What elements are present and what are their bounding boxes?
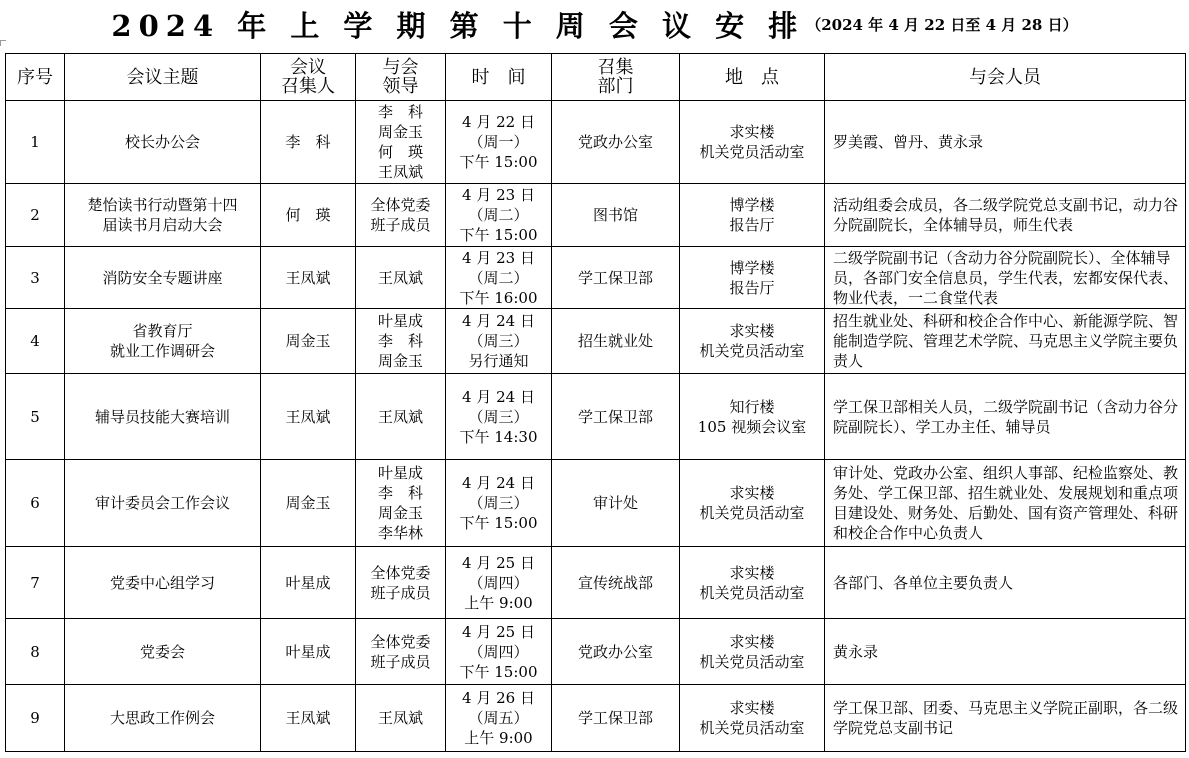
cell-line: （周二） [468, 206, 529, 224]
cell-line: 审计委员会工作会议 [94, 494, 230, 512]
cell-attendees: 招生就业处、科研和校企合作中心、新能源学院、智能制造学院、管理艺术学院、马克思主义学院主要负责人 [825, 309, 1186, 374]
cell-line: 求实楼 [729, 632, 775, 651]
cell-line: 何 瑛 [377, 143, 423, 161]
cell-leaders [356, 101, 446, 184]
cell-line: 知行楼 [729, 397, 775, 416]
cell-dept: 宣传统战部 [552, 547, 680, 619]
cell-time [446, 685, 552, 752]
cell-line: 求实楼 [729, 699, 775, 717]
cell-leaders [356, 374, 446, 460]
cell-leaders [356, 460, 446, 547]
cell-line: 求实楼 [729, 322, 775, 340]
cell-line: 班子成员 [370, 583, 431, 602]
cell-leaders [356, 184, 446, 247]
cell-line: 机关党员活动室 [699, 652, 805, 671]
cell-time [446, 101, 552, 184]
cell-topic [65, 184, 261, 247]
cell-line: 时 间 [471, 66, 526, 88]
cell-line: 报告厅 [729, 278, 775, 297]
cell-dept: 学工保卫部 [552, 374, 680, 460]
cell-line: 4 月 22 日 [462, 113, 535, 131]
cell-attendees: 学工保卫部、团委、马克思主义学院正副职，各二级学院党总支副书记 [825, 685, 1186, 752]
cell-leaders [356, 547, 446, 619]
cell-topic [65, 619, 261, 685]
cell-line: 下午 15:00 [459, 153, 538, 171]
cell-line: 班子成员 [370, 652, 431, 671]
cell-line: 4 月 25 日 [462, 622, 535, 641]
cell-topic [65, 547, 261, 619]
cell-line: 全体党委 [370, 563, 431, 582]
cell-line: 周金玉 [377, 352, 423, 370]
cell-line: 下午 15:00 [459, 226, 538, 244]
cell-line: 博学楼 [729, 258, 775, 277]
cell-line: 下午 15:00 [459, 514, 538, 532]
cell-line: 机关党员活动室 [699, 504, 805, 522]
table-row [6, 619, 1186, 685]
cell-no: 1 [6, 101, 65, 184]
cell-line: 会议主题 [126, 66, 199, 88]
cell-line: 4 月 26 日 [462, 689, 535, 707]
cell-leaders [356, 309, 446, 374]
cell-convener: 王凤斌 [261, 685, 356, 752]
cell-time [446, 460, 552, 547]
header-topic [65, 54, 261, 101]
table-row [6, 101, 1186, 184]
cell-line: 上午 9:00 [464, 729, 533, 747]
header-leaders [356, 54, 446, 101]
cell-topic [65, 460, 261, 547]
cell-line: 机关党员活动室 [699, 583, 805, 602]
cell-line: 周金玉 [377, 504, 423, 522]
cell-line: 王凤斌 [377, 709, 423, 727]
cell-line: 叶星成 [377, 312, 423, 330]
cell-line: 党委中心组学习 [109, 573, 215, 592]
corner-mark [0, 40, 6, 46]
cell-line: 求实楼 [729, 563, 775, 582]
cell-convener: 叶星成 [261, 547, 356, 619]
cell-dept: 学工保卫部 [552, 685, 680, 752]
cell-line: 4 月 24 日 [462, 312, 535, 330]
cell-line: 班子成员 [370, 216, 431, 234]
table-row [6, 184, 1186, 247]
cell-attendees: 审计处、党政办公室、组织人事部、纪检监察处、教务处、学工保卫部、招生就业处、发展规划和重点项目建设处、财务处、后勤处、国有资产管理处、科研和校企合作中心负责人 [825, 460, 1186, 547]
cell-line: 博学楼 [729, 196, 775, 214]
cell-line: 序号 [17, 66, 53, 88]
cell-attendees: 黄永录 [825, 619, 1186, 685]
cell-no: 7 [6, 547, 65, 619]
cell-line: （周三） [468, 494, 529, 512]
cell-line: 上午 9:00 [464, 593, 533, 612]
cell-time [446, 247, 552, 309]
cell-dept: 党政办公室 [552, 619, 680, 685]
cell-line: 省教育厅 [132, 322, 193, 340]
cell-line: 与会 [382, 57, 419, 78]
cell-place [680, 247, 825, 309]
cell-line: 机关党员活动室 [699, 143, 805, 161]
cell-line: 届读书月启动大会 [102, 216, 223, 234]
cell-line: 李 科 [377, 103, 423, 121]
cell-convener: 何 瑛 [261, 184, 356, 247]
cell-convener: 李 科 [261, 101, 356, 184]
cell-line: （周五） [468, 709, 529, 727]
cell-no: 9 [6, 685, 65, 752]
meeting-schedule-table [5, 53, 1186, 752]
cell-leaders [356, 685, 446, 752]
page-title-bar [0, 4, 1189, 48]
header-time [446, 54, 552, 101]
cell-line: 4 月 25 日 [462, 553, 535, 572]
cell-convener: 王凤斌 [261, 374, 356, 460]
cell-leaders [356, 247, 446, 309]
page-subtitle: （2024 年 4 月 22 日至 4 月 28 日） [806, 16, 1078, 34]
cell-no: 3 [6, 247, 65, 309]
cell-place [680, 685, 825, 752]
table-row [6, 374, 1186, 460]
cell-line: 叶星成 [377, 464, 423, 482]
cell-line: 机关党员活动室 [699, 342, 805, 360]
cell-line: 求实楼 [729, 484, 775, 502]
cell-dept: 招生就业处 [552, 309, 680, 374]
cell-time [446, 619, 552, 685]
cell-line: 机关党员活动室 [699, 719, 805, 737]
cell-line: 4 月 23 日 [462, 248, 535, 267]
cell-line: 辅导员技能大赛培训 [94, 407, 230, 426]
cell-time [446, 184, 552, 247]
header-dept [552, 54, 680, 101]
cell-line: （周四） [468, 642, 529, 661]
cell-line: 全体党委 [370, 196, 431, 214]
table-body [6, 101, 1186, 752]
cell-no: 6 [6, 460, 65, 547]
cell-line: 全体党委 [370, 632, 431, 651]
cell-topic [65, 374, 261, 460]
cell-line: 党委会 [139, 642, 185, 661]
cell-topic [65, 685, 261, 752]
header-no [6, 54, 65, 101]
cell-line: 报告厅 [729, 216, 775, 234]
cell-no: 4 [6, 309, 65, 374]
cell-line: 召集 [597, 57, 634, 78]
cell-time [446, 374, 552, 460]
cell-attendees: 罗美霞、曾丹、黄永录 [825, 101, 1186, 184]
cell-line: 地 点 [725, 66, 779, 88]
cell-line: 楚怡读书行动暨第十四 [87, 196, 238, 214]
header-row [6, 54, 1186, 101]
cell-line: （周二） [468, 268, 529, 287]
cell-convener: 王凤斌 [261, 247, 356, 309]
cell-line: 召集人 [281, 76, 335, 97]
cell-line: 领导 [382, 76, 419, 97]
cell-topic [65, 309, 261, 374]
cell-place [680, 619, 825, 685]
cell-line: （周四） [468, 573, 529, 592]
page-title: 2024 年 上 学 期 第 十 周 会 议 安 排 [111, 9, 805, 43]
cell-no: 2 [6, 184, 65, 247]
cell-no: 5 [6, 374, 65, 460]
cell-convener: 周金玉 [261, 309, 356, 374]
cell-attendees: 二级学院副书记（含动力谷分院副院长）、全体辅导员，各部门安全信息员，学生代表，宏都安保代表、物业代表，一二食堂代表 [825, 247, 1186, 309]
cell-line: 与会人员 [969, 66, 1041, 88]
header-place [680, 54, 825, 101]
cell-line: 4 月 24 日 [462, 387, 535, 406]
cell-place [680, 101, 825, 184]
cell-line: 校长办公会 [124, 133, 200, 151]
cell-no: 8 [6, 619, 65, 685]
cell-line: （周三） [468, 332, 529, 350]
cell-line: 李 科 [377, 484, 423, 502]
table-row [6, 460, 1186, 547]
cell-line: 王凤斌 [377, 407, 423, 426]
cell-line: 下午 16:00 [459, 288, 538, 307]
cell-line: 王凤斌 [377, 268, 423, 287]
cell-attendees: 活动组委会成员，各二级学院党总支副书记，动力谷分院副院长，全体辅导员，师生代表 [825, 184, 1186, 247]
cell-line: 周金玉 [377, 123, 423, 141]
cell-line: 大思政工作例会 [109, 709, 215, 727]
cell-convener: 叶星成 [261, 619, 356, 685]
cell-line: （周一） [468, 133, 529, 151]
cell-attendees: 学工保卫部相关人员，二级学院副书记（含动力谷分院副院长）、学工办主任、辅导员 [825, 374, 1186, 460]
cell-line: 105 视频会议室 [697, 417, 807, 436]
table-row [6, 247, 1186, 309]
cell-line: 下午 15:00 [459, 662, 538, 681]
header-attendees [825, 54, 1186, 101]
cell-line: 李华林 [377, 524, 423, 542]
cell-leaders [356, 619, 446, 685]
cell-time [446, 547, 552, 619]
cell-line: 消防安全专题讲座 [102, 268, 223, 287]
header-convener [261, 54, 356, 101]
cell-attendees: 各部门、各单位主要负责人 [825, 547, 1186, 619]
cell-dept: 学工保卫部 [552, 247, 680, 309]
cell-place [680, 309, 825, 374]
cell-dept: 党政办公室 [552, 101, 680, 184]
cell-dept: 审计处 [552, 460, 680, 547]
cell-topic [65, 101, 261, 184]
cell-place [680, 460, 825, 547]
cell-dept: 图书馆 [552, 184, 680, 247]
cell-line: 会议 [290, 57, 326, 78]
table-row [6, 685, 1186, 752]
cell-line: 王凤斌 [377, 163, 423, 181]
cell-time [446, 309, 552, 374]
table-row [6, 547, 1186, 619]
cell-place [680, 184, 825, 247]
cell-line: 4 月 23 日 [462, 186, 535, 204]
cell-line: （周三） [468, 407, 529, 426]
cell-line: 部门 [597, 76, 634, 97]
cell-line: 下午 14:30 [459, 427, 538, 446]
cell-line: 李 科 [377, 332, 423, 350]
cell-place [680, 374, 825, 460]
cell-topic [65, 247, 261, 309]
cell-line: 就业工作调研会 [109, 342, 215, 360]
cell-line: 求实楼 [729, 123, 775, 141]
table-row [6, 309, 1186, 374]
cell-convener: 周金玉 [261, 460, 356, 547]
cell-line: 另行通知 [468, 352, 529, 370]
cell-place [680, 547, 825, 619]
cell-line: 4 月 24 日 [462, 474, 535, 492]
